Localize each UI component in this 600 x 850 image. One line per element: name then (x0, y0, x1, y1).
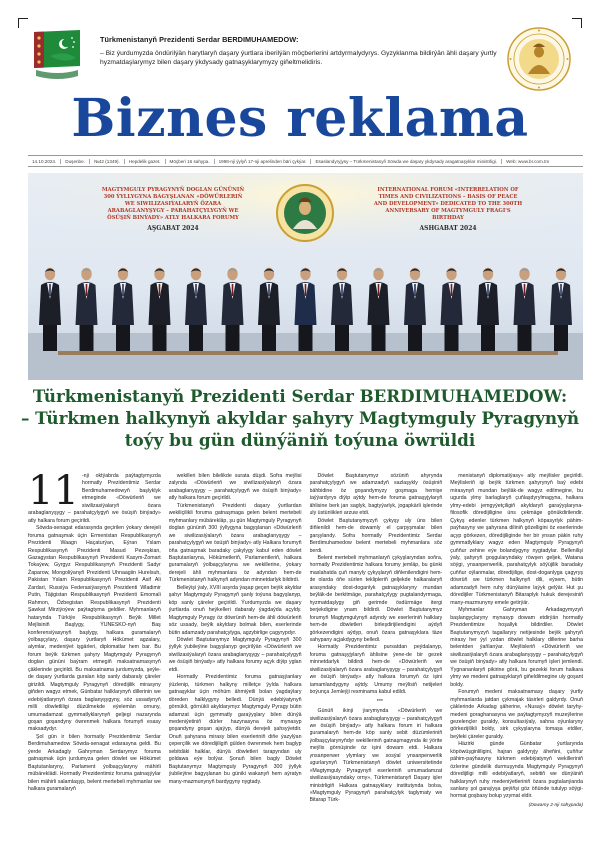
article-paragraph: Belent mertebeli myhmanlaryň çykyşlaryndan soňra, hormatly Prezidentimiz halkara forumy jemläp, bu günki maslahatda çuň manyly çykyşlaryň diňlenilendigini hem-de olarda öňe sürlen teklipleriň geljekde halkaralaryň arasyndaky dost-doganlyk gatnaşyklaryny mundan beýläk-de berkitmäge, parahatçylygy pugtalandyrmaga, hyzmatdaşlygy giň gerimde ösdürmäge itergi berjekdigine ynam bildirdi. Döwlet Baştutanymyz forumyň Magtymgulynyň adyndy we eserleriniň halklary hem-de döwletleri birleşdirijilendigini aýdyň görkezendigini aýdyp, onuň özara gatnaşyklara täze sahypany açjakdygyny belledi. (309, 554, 443, 643)
forum-group-photo (28, 173, 583, 380)
banner-left-title: MAGTYMGULY PYRAGYNYŇ DOGLAN GÜNÜNIŇ 300 ÝYLLYGYNA BAGYŞLANAN «DÖWÜRLERIŇ WE SIWILIZASIÝALARYŇ ÖZARA ARABAGLANYŞYGY – PARAHATÇYLYGYŇ WE ÖSÜŞIŇ BINÝADY» ATLY HALKARA FORUMY (101, 187, 245, 221)
article-paragraph: Forumyň medeni maksatnamasy daşary ýurtly myhmanlarda jatdan çykmajak täsirleri galdyrdy. Onuň çäklerinde Arkadag şäherine, «Nusaý» döwlet taryhy-medeni goraghanasyna we paýtagtymyzyň muzeýlerine gezelençler guraldy, konsultasiýaly, sahna oýunlaryny görkezijilikli boldy, sirk çykyşlaryna tomaşa etdiler, beýleki çäreler guraldy. (450, 689, 583, 740)
issue-date: 14.10.2024. (28, 159, 61, 164)
headline-line-2: – Türkmen halkynyň akyldar şahyry Magtymguly Pyragynyň toýy bu gün dünýäniň toýuna öwrüldi (20, 408, 580, 450)
delegate-figure (39, 268, 61, 351)
headline-line-1: Türkmenistanyň Prezidenti Serdar BERDIMUHAMEDOW: (32, 386, 568, 406)
quote-text: – Biz ýurdumyzda öndürilýän harytlaryň daşary ýurtlara iberilýän möçberlerini artdyrmalydyrys. Gyzyklanma bildirýän ähli daşary ýurtly hyzmatdaşlarymyz bilen daşary ýkdysady gatnaşyklarymyzy giňeltmelidiris. (100, 50, 497, 66)
article-paragraph: Häzirki günde Günbatar ýurtlarynda köpöwüşginliligini, hajran galdyryjy äheňini, çuňňur pähim-paýhasyny türkmen edebiýatynyň wekilleriniň özlerine gündelik durmuşynda Magtymguly Pyragynyň döredijiligi milli edebiýatlaryň, sebitiň we dünýäniň halklarynyň ruhy medeniýetleriniň özara pugtalanýanda sanlany şol garaýyşa geýiňşi göz öňünde tutulyp söýgi-hormat goşbasy bolup yzymat eldir. (450, 741, 583, 800)
banner-right-title: INTERNATIONAL FORUM «INTERRELATION OF TIMES AND CIVILIZATIONS – BASIS OF PEACE AND DEVELOPMENT» DEDICATED TO THE 300TH ANNIVERSARY OF MAGTYMGULY FRAGI'S BIRTHDAY (373, 187, 523, 221)
delegate-figure (331, 268, 353, 351)
issue-since: 1998-nji ýylyň 17-nji aprelinden bäri çykýar. (215, 159, 312, 164)
article-paragraph: Myhmanlar Gahryman Arkadagymyzyň başlangyçlaryny mynasyp dowam etdirýän hormatly Prezidentimize hoşallyk bildirdiler. Döwlet Baştutanymyzyň tagallaryry netijesinde beýik şahyryň mirasy her ýyl yzdan döwlet halklary dillerine barha belentden ýaňlanýar. Meýlisleriň «Döwürleriň we siwilizasiýalaryň özara arabaglanyşygy – parahatçylygyň we ösüşiň binýady» atly halkara forumyň işleri jemlendi. Ýygnananlaryň pikirine görä, bu gezekki forum halkara ylmy we medeni gatnaşyklaryň giňeldilmegine uly goşant boldy. (450, 607, 583, 688)
article-column-3 (310, 473, 443, 830)
delegate-figure (550, 268, 572, 351)
article-paragraph: -nji oktýabrda paýtagtymyzda hormatly Prezidentimiz Serdar Berdimuhamedowyň başlyklyk etmeginde «Döwürleriň we siwilizasiýalaryň özara arabaglanyşygy – parahatçylygyň we ösüşiň binýady» atly halkara forum geçirildi. (28, 473, 161, 524)
crop-mark-top-left (18, 18, 28, 28)
magtymguly-300-anniversary-seal-icon (506, 26, 572, 92)
delegate-figure (404, 268, 426, 351)
delegate-figure (258, 268, 280, 351)
presidential-quote (100, 35, 500, 67)
article-paragraph: Söwda-senagat edarasynda geçirilen ýokary derejeli foruma gatnaşmak üçin Ermenistan Respublikasynyň Prezidenti Waagn Haçaturýan, Eýran Yslam Respublikasynyň Prezidenti Masud Pezeşkian, Gazagystan Respublikasynyň Prezidenti Kasym-Žomart Tokaýew, Gyrgyz Respublikasynyň Prezidenti Sadyr Žaparow, Mongoliýanyň Prezidenti Uhnaagiin Hurelsuh, Pakistan Yslam Respublikasynyň Prezidenti Asif Ali Zardari, Russiýa Federasiýasynyň Prezidenti Wladimir Putin, Täjigistan Respublikasynyň Prezidenti Emomali Rahmon, Özbegistan Respublikasynyň Prezidenti Şawkat Mirziýoýew paýtagtyma geldiler. Myhmanlaryň hatarynda Türkiýe Respublikasynyň Beýik Millet Mejlisiniň Başlygy, ÝUNESKO-nyň Baş konferensiýasynyň başlygy, halkara guramalaryň ýolbaşçylary, daşary ýurtlaryň Hökümet agzalary, alymlar, medeniýet işgärleri, diplomatlar hem bar. Bu forum beýik türkmen şahyry Magtymguly Pyragynyň doglan gününi baýram etmegiň maksatnamasynyň çäklerinde geçirildi. Bu maksatnama jurdumyzda, şeýle-de daşary ýurtlarda guralan köp sanly dabaraly çäreler girizildi. Magtymguly Pyragynyň döredijilik mirasyny giňden wagyz etmek, Günbatar halklarynyň dillerinin we edebiýatlarynyň özara baglanyşygyny, söz ussadynyň milli döwletliligi düzülmekde eýelemän ornuny, umumadamzat gymmatlyklarynyň geljegi nazarynda goşan goşandyny öwrenmek halkara forumyň esasy maksadydyr. (28, 525, 161, 733)
delegate-figure (222, 268, 244, 351)
issue-founder: Esaslandyryjysy – Türkmenistanyň Söwda we daşary ykdysady aragatnaşyklar ministrligi. (311, 159, 502, 164)
turkmen-flag-emblem-icon (28, 26, 86, 82)
article-paragraph: wekilleri bilen bilelikde surata düşdi. Sofra meýlisi zalynda «Döwürleriň we siwilizasiýalaryň özara arabaglanyşygy – parahatçylygyň we ösüşiň binýady» atly halkara forum geçirildi. (168, 473, 302, 502)
crop-mark-top-right (572, 18, 582, 28)
delegate-figure (295, 268, 317, 351)
newspaper-masthead: Biznes reklama (71, 88, 529, 149)
drop-cap: 11 (28, 473, 79, 514)
quote-heading: Türkmenistanyň Prezidenti Serdar BERDIMUHAMEDOW: (100, 35, 299, 44)
delegate-figure (185, 268, 207, 351)
article-body (28, 473, 583, 830)
issue-pages: Möçberi 16 sahypa. (166, 159, 215, 164)
article-paragraph: Hormatly Prezidentimiz pursatdan peýdalanyp, foruma gatnaşyjylaryň ählisine ýene-de bir gezek minnetdarlyk bildirdi hem-de «Döwürleriň we siwilizasiýalaryň özara arabaglanyşygy – parahatçylygyň we ösüşiň binýady» atly halkara forumyň öz işini tamamlandygyny aýtdy. Umumy meýlisiň netijeleri boýunça Jemleýji resminama kabul edildi. (309, 644, 443, 696)
banner-right-city: ASHGABAT 2024 (419, 225, 477, 232)
issue-number: №42 (1349). (90, 159, 125, 164)
article-paragraph: Belleýişi ýaly, XVIII asyrda ýaşap geçen beýik akyldar şahyr Magtymguly Pyragynyň şanly toýuna bagyşlanyp, köp sanly çäreler geçirildi. Ýurdumyzda we daşary ýurtlarda onuň heýkelleri dabaraly ýagdaýda açyldy. Magtymguly Pyragy öz döwrüniň hem-de ähli döwürleriň söz ussady, beýik akyldary bolmak bilen, eserlerinde bütin adamzady parahatçylyga, agzybirlige çagyrypdyr. (168, 584, 302, 636)
issue-info-bar (28, 155, 583, 167)
article-paragraph: Döwlet Baştutanymyz Magtymguly Pyragynyň 300 ýyllyk ýubileýine bagyşlanyp geçirilýän «Döwürleriň we siwilizasiýalaryň özara arabaglanyşygy – parahatçylygyň we ösüşiň binýady» atly halkara forumy açyk diýip yglan etdi. (168, 636, 302, 673)
delegate-figure (112, 268, 134, 351)
delegate-figure (441, 268, 463, 351)
article-paragraph: Günüň ikinji ýarymynda «Döwürleriň we siwilizasiýalaryň özara arabaglanyşygy – parahatçylygyň we ösüşiň binýady» atly halkara forum iri halkara guramalaryň hem-de köp sanly sebit düzümleriniň ýolbaşçylarynyňdyr wekilleriniň gatnaşmagynda iki ýörite meýlis görnüşinde öz işini dowam etdi. Halkara ynsanperwer ylymlary we sosýal ynsanperwerlik ugurlarynyň Türkmenistanyň döwlet uniwersitetinde «Magtymguly Pyragynyň eserleriniň umumadamzat siwilizasiýasyndaky orny», Türkmenistanyň Daşary işler ministrligiň Halkara gatnaşyklary institutynda bolsa, «Magtymguly Pyragynyň parahatçylyk taglymaty we Bitarap Türk- (309, 708, 443, 804)
issue-website: Web: www.br.com.tm (506, 158, 550, 164)
delegate-figure (477, 268, 499, 351)
article-paragraph: *** (376, 698, 383, 705)
delegate-figure (76, 268, 98, 351)
article-column-1 (28, 473, 161, 830)
article-paragraph: menistanyň diplomatiýasy» atly meýlisler geçirildi. Meýlisleriň işi beýik türkmen şahyrynyň baý edebi mirasynyň mundan beýläk-de wagyz edilmegine, bu ugurda ylmy barlaglaryň çuňlaşdyrylmagyna, halkara ylmy-edebi jemgyýetçiligiň akyldaryň garaýyşlaryna-filosofik döredijiligine üns çekmäge gönükdirilendir. Çykyş edenler türkmen halkynyň köpasyrlyk pähim-paýhasyny we şahyrana diliniň gözelligini öz eserlerinde açyp görkezen, döredijiliginde her bir ynsan päkin ruhy gymmatlyklary wagyz eden Magtymguly Pyragynyň çuňňur zehine eýe bolandygyny nygtadylar. Bellenilişi ýaly, şahyryň goşgularyndaky röwşen geljek, Watana söýgi, ynsanperwerlik, parahatçylyk söýüjilik baradaky çuňňur oýlanmalar, döredijilige, dost-doganlyga çagyryş döwrüň we türkmen halkynyň dili, eýsem, bütin adamzadyň hem ruhy dünýäsine laýyk gelýär. Hut şu döredijiler Türkmenistanyň Bitaraplyk hukuk derejesiniň many-mazmunyny emele getirýär. (450, 473, 583, 606)
article-paragraph: Şol gün ir bilen hormatly Prezidentimiz Serdar Berdimuhamedow Söwda-senagat edarasyna geldi. Bu ýerde Arkadagly Gahryman Serdarymyz foruma gatnaşmak üçin jurdumyza gelen döwlet we Hökümet Baştutanlaryny, Parlament ýolbaşçylaryny mähirli mübäreklädi. Hormatly Prezidentimiz foruma gatnaşýylar bilen mähirli salamlaşyp, belent mertebeli myhmanlar we halkara guramalaryň (28, 733, 161, 793)
delegates-group (28, 173, 583, 380)
banner-left-city: AŞGABAT 2024 (147, 225, 199, 232)
article-paragraph: Türkmenistanyň Prezidenti daşary ýurtlardan wekiliçilikli foruma gatnaşmaga gelen belent mertebeli myhmanlary mübärekläp, şu gün Magtymguly Pyragynyň doglan gününiň 300 ýyllygyna bagyşlanan «Döwürleriň we siwilizasiýalaryň özara arabaglanyşygy – parahatçylygyň we ösüşiň binýady» atly Halkara forumyň öňa gatnaşmak baradaky çakylygy kabul eden döwlet Baştutanlaryna, Hökümetleriň, Parlamentleriň, halkara guramalaryň ýolbaşçylaryna we wekillerine, ýokary derejeli ähli myhmanlara öz adyndan hem-de Türkmenistanyň halkynyň adyndan minnetdarlyk bildirdi. (168, 502, 302, 584)
delegate-figure (368, 268, 390, 351)
issue-weekday: Duşenbe. (61, 159, 90, 164)
issue-type: Hepdelik gazet. (125, 159, 166, 164)
article-paragraph: Hormatly Prezidentimiz foruma gatnaşýanlary ýüzlenip, türkmen halkyny milletçe ýylda halkara gatnaşyklar üçin möhüm ähmiýetli bolan ýagdaýlary döreden halklygyny belledi. Dünýä edebiýatynyň görnükli, görnükli akyldarymyz Magtymguly Pyragy bütin adamzat üçin gymmatly garaýyşlary bilen dünýä medeniýetiniň dürler hazynasyna öz mynasyp goşandyny goşan ajaýyp, dünýä derejeli şahsyýetdir. Onuň şahyrana mirasy bilen eserleriniň diňe ýazylýan çeperçilik we döredijiligiň gülden öwrenmek hem baglyp sebitdäki halklar, dünýä döwletleri tarapyndan uly goldawa eýe bolýar. Şonuň bilen bagly Döwlet Baştutanymyz Magtymguly Pyragynyň 300 ýyllyk ýubileýine bagyşlanan bu güniki wakanyň hem aýratyn many-mazmunynyň bardygyny nygtady. (168, 674, 302, 785)
article-column-2 (169, 473, 302, 830)
article-column-4 (450, 473, 583, 830)
article-paragraph: Döwlet Baştutanymyz sözüniň ahyrynda parahatçylygyň we adamzadyň sazlaşykly ösüşiniň bähbidine öz goşandymyzy goşmaga hemişe taýýardyrys diýip aýtdy hem-de foruma gatnaşyjylaryň ählisine berk jan saglyk, bagtyýarlyk, jogapkärli işlerinde uly üstünlikleri arzuw etdi. (309, 473, 443, 517)
continuation-note: (Dowamy 2-nji sahypada) (528, 802, 583, 808)
article-paragraph: Döwlet Baştutanymyzyň çykyşy uly üns bilen diňlenildi hem-de dowamly el çarpyşmalar bilen garşylandy. Sofra hormatly Prezidentimiz Serdar Berdimuhamedow belent mertebeli myhmanlara söz berdi. (309, 517, 443, 554)
delegate-figure (514, 268, 536, 351)
delegate-figure (149, 268, 171, 351)
